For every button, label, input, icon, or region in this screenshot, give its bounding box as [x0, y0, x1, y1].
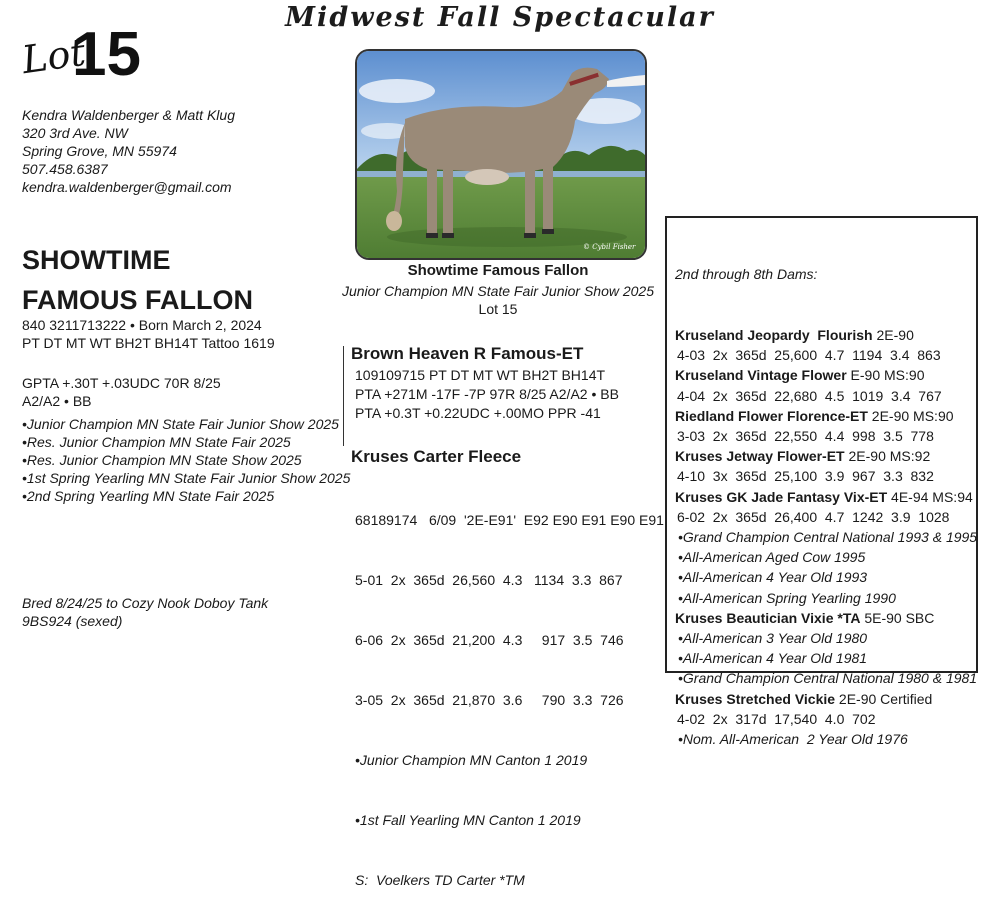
event-title: Midwest Fall Spectacular	[285, 2, 715, 33]
dam-entry-name: Kruses Stretched Vickie	[675, 690, 836, 707]
dams-heading: 2nd through 8th Dams:	[675, 266, 818, 283]
dam-entry	[675, 325, 977, 345]
consignor-phone: 507.458.6387	[22, 161, 108, 177]
dam-entry	[675, 365, 977, 385]
dam-entry-record: 4-04 2x 365d 22,680 4.5 1019 3.4 767	[677, 387, 942, 404]
bred-line-1: Bred 8/24/25 to Cozy Nook Doboy Tank	[22, 595, 269, 611]
dam-entry-classification: 2E-90 MS:90	[867, 407, 954, 424]
dam-entry-record: 4-03 2x 365d 25,600 4.7 1194 3.4 863	[677, 347, 941, 364]
animal-id-line: 840 3211713222 • Born March 2, 2024	[22, 317, 262, 333]
dam-entry-award: •All-American Spring Yearling 1990	[678, 589, 896, 606]
cow-photo-image	[357, 51, 645, 258]
dam-entry-award: •All-American 4 Year Old 1981	[678, 650, 868, 667]
consignor-address-1: 320 3rd Ave. NW	[22, 125, 128, 141]
dam-entry-record: 6-02 2x 365d 26,400 4.7 1242 3.9 1028	[677, 508, 950, 525]
sire-detail-line: PTA +0.3T +0.22UDC +.00MO PPR -41	[355, 405, 601, 421]
cow-photo	[355, 49, 647, 260]
dam-entry-classification: 2E-90	[872, 327, 914, 344]
dam-entry-name: Kruses Beautician Vixie *TA	[675, 609, 861, 626]
photo-caption-name: Showtime Famous Fallon	[407, 262, 589, 279]
award-item: •Junior Champion MN State Fair Junior Show 2025	[22, 416, 339, 432]
dam-entry-record: 4-02 2x 317d 17,540 4.0 702	[677, 710, 876, 727]
breeding-info	[22, 594, 268, 630]
consignor-contact	[22, 106, 235, 196]
dam-entry-award: •Grand Champion Central National 1993 & 1995	[678, 529, 978, 546]
dam-entry-classification: 4E-94 MS:94	[887, 488, 973, 505]
extended-dams-box	[665, 216, 978, 748]
animal-tests-line: PT DT MT WT BH2T BH14T Tattoo 1619	[22, 335, 275, 351]
sire-detail-line: 109109715 PT DT MT WT BH2T BH14T	[355, 367, 606, 383]
animal-name-line-1: SHOWTIME	[22, 245, 171, 275]
dam-entry	[675, 406, 977, 426]
animal-name	[22, 240, 253, 320]
dam-entry-award: •All-American 3 Year Old 1980	[678, 630, 868, 647]
dam-entry-award: •All-American 4 Year Old 1993	[678, 569, 868, 586]
dam-record-line: 6-06 2x 365d 21,200 4.3 917 3.5 746	[355, 632, 624, 648]
sire-details	[355, 366, 619, 423]
photo-caption-lot: Lot 15	[478, 301, 518, 317]
dam-details	[355, 470, 664, 910]
genetics-line: A2/A2 • BB	[22, 393, 92, 409]
dam-entry-name: Kruseland Vintage Flower	[675, 367, 847, 384]
dam-entry-name: Riedland Flower Florence-ET	[675, 407, 868, 424]
photo-credit: © Cybil Fisher	[583, 243, 636, 251]
consignor-email[interactable]: kendra.waldenberger@gmail.com	[22, 179, 232, 195]
dam-entry-record: 3-03 2x 365d 22,550 4.4 998 3.5 778	[677, 428, 934, 445]
dam-award: •1st Fall Yearling MN Canton 1 2019	[355, 812, 581, 828]
gpta-line: GPTA +.30T +.03UDC 70R 8/25	[22, 375, 221, 391]
dam-entry	[675, 608, 977, 628]
dam-entry-award: •All-American Aged Cow 1995	[678, 549, 866, 566]
dam-record-line: 5-01 2x 365d 26,560 4.3 1134 3.3 867	[355, 572, 623, 588]
dam-entry-classification: E-90 MS:90	[846, 367, 925, 384]
dam-sire-line: S: Voelkers TD Carter *TM	[355, 872, 525, 888]
dam-entry-classification: 2E-90 MS:92	[844, 448, 931, 465]
animal-name-line-2: FAMOUS FALLON	[22, 285, 253, 315]
dam-entry	[675, 446, 977, 466]
award-item: •1st Spring Yearling MN State Fair Junior Show 2025	[22, 470, 351, 486]
sire-detail-line: PTA +271M -17F -7P 97R 8/25 A2/A2 • BB	[355, 386, 619, 402]
award-item: •Res. Junior Champion MN State Show 2025	[22, 452, 302, 468]
consignor-address-2: Spring Grove, MN 55974	[22, 143, 177, 159]
dam-entry-record: 4-10 3x 365d 25,100 3.9 967 3.3 832	[677, 468, 934, 485]
dam-entry	[675, 689, 977, 709]
pedigree-divider	[343, 346, 344, 446]
dam-entry-award: •Nom. All-American 2 Year Old 1976	[678, 731, 908, 748]
photo-caption-title: Junior Champion MN State Fair Junior Show 2025	[341, 283, 655, 299]
dam-award: •Junior Champion MN Canton 1 2019	[355, 752, 588, 768]
award-item: •Res. Junior Champion MN State Fair 2025	[22, 434, 291, 450]
animal-id-block	[22, 316, 275, 352]
dam-entry	[675, 487, 977, 507]
dam-entry-name: Kruses Jetway Flower-ET	[675, 448, 845, 465]
consignor-names: Kendra Waldenberger & Matt Klug	[22, 107, 235, 123]
dam-entry-classification: 5E-90 SBC	[860, 609, 935, 626]
dam-entry-name: Kruses GK Jade Fantasy Vix-ET	[675, 488, 888, 505]
dam-entry-award: •Grand Champion Central National 1980 & 1981	[678, 670, 978, 687]
animal-awards	[22, 415, 350, 505]
dam-record-line: 3-05 2x 365d 21,870 3.6 790 3.3 726	[355, 692, 624, 708]
animal-genomics	[22, 374, 221, 410]
dam-entry-classification: 2E-90 Certified	[835, 690, 933, 707]
extended-dams-list	[675, 224, 977, 749]
lot-number: 15	[72, 20, 141, 89]
bred-line-2: 9BS924 (sexed)	[22, 613, 123, 629]
dam-detail-line: 68189174 6/09 '2E-E91' E92 E90 E91 E90 E91	[355, 512, 664, 528]
dam-name: Kruses Carter Fleece	[351, 447, 522, 466]
dam-entry-name: Kruseland Jeopardy Flourish	[675, 327, 873, 344]
lot-label: Lot	[19, 29, 89, 83]
sire-name: Brown Heaven R Famous-ET	[351, 344, 584, 363]
award-item: •2nd Spring Yearling MN State Fair 2025	[22, 488, 275, 504]
